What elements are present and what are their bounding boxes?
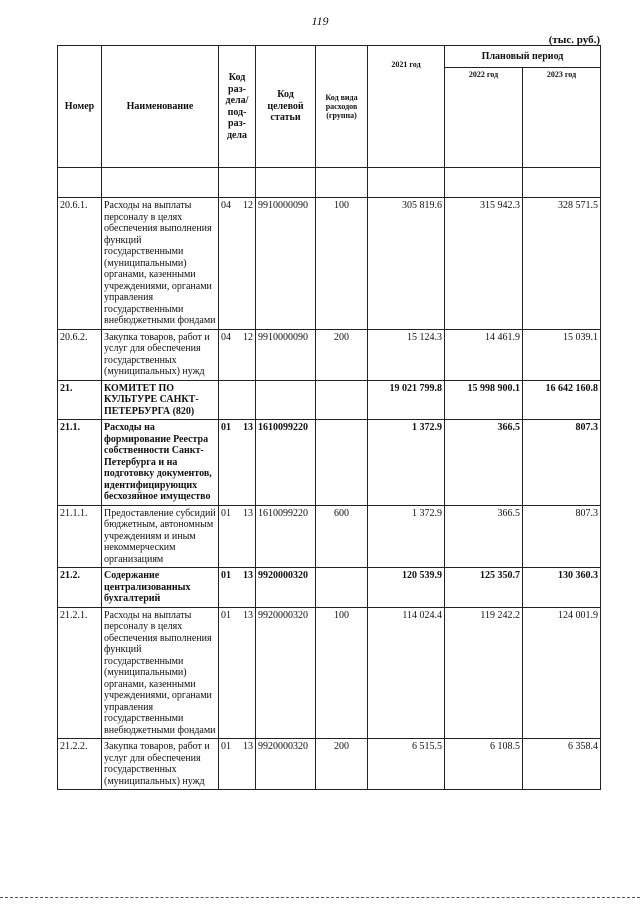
table-row	[58, 329, 601, 380]
row-section: 01 13	[219, 607, 256, 739]
row-2022: 6 108.5	[445, 739, 523, 790]
row-number: 21.1.	[58, 420, 102, 506]
row-number: 21.	[58, 380, 102, 420]
page-number: 119	[311, 14, 329, 28]
row-target: 9910000090	[256, 329, 316, 380]
row-expense: 100	[316, 198, 368, 330]
row-number: 20.6.1.	[58, 198, 102, 330]
budget-table	[57, 45, 601, 790]
row-number: 21.2.	[58, 568, 102, 608]
row-section: 04 12	[219, 198, 256, 330]
row-name: Закупка товаров, работ и услуг для обеспечения государственных (муниципальных) нужд	[102, 329, 219, 380]
row-name: Закупка товаров, работ и услуг для обеспечения государственных (муниципальных) нужд	[102, 739, 219, 790]
row-expense: 200	[316, 329, 368, 380]
row-2023: 16 642 160.8	[523, 380, 601, 420]
row-2023: 130 360.3	[523, 568, 601, 608]
row-name: Содержание централизованных бухгалтерий	[102, 568, 219, 608]
row-number: 21.2.1.	[58, 607, 102, 739]
row-target: 9920000320	[256, 739, 316, 790]
row-section: 01 13	[219, 739, 256, 790]
row-target: 9920000320	[256, 568, 316, 608]
row-2022: 14 461.9	[445, 329, 523, 380]
header-2023: 2023 год	[523, 68, 601, 168]
row-section: 04 12	[219, 329, 256, 380]
header-planned: Плановый период	[445, 46, 601, 68]
row-2023: 328 571.5	[523, 198, 601, 330]
row-2023: 124 001.9	[523, 607, 601, 739]
row-2021: 6 515.5	[368, 739, 445, 790]
header-expense: Код вида расходов (группа)	[316, 46, 368, 168]
row-target: 9920000320	[256, 607, 316, 739]
row-number: 20.6.2.	[58, 329, 102, 380]
bottom-rule	[0, 897, 640, 898]
table-row	[58, 505, 601, 568]
row-target	[256, 380, 316, 420]
table-row	[58, 380, 601, 420]
row-2021: 1 372.9	[368, 505, 445, 568]
row-name: Расходы на выплаты персоналу в целях обеспечения выполнения функций государственными (муниципальными) органами, казенными учреждениями, органами управления государственными внебюджетными фондами	[102, 607, 219, 739]
row-number: 21.1.1.	[58, 505, 102, 568]
row-section	[219, 380, 256, 420]
row-2021: 114 024.4	[368, 607, 445, 739]
row-expense	[316, 420, 368, 506]
header-name: Наименование	[102, 46, 219, 168]
row-2022: 15 998 900.1	[445, 380, 523, 420]
row-target: 1610099220	[256, 420, 316, 506]
row-2022: 366.5	[445, 420, 523, 506]
row-expense	[316, 568, 368, 608]
row-2023: 807.3	[523, 505, 601, 568]
row-2023: 807.3	[523, 420, 601, 506]
row-2023: 15 039.1	[523, 329, 601, 380]
row-expense	[316, 380, 368, 420]
row-section: 01 13	[219, 505, 256, 568]
row-2022: 125 350.7	[445, 568, 523, 608]
row-2023: 6 358.4	[523, 739, 601, 790]
row-2022: 315 942.3	[445, 198, 523, 330]
row-name: Расходы на формирование Реестра собственности Санкт-Петербурга и на подготовку документов, идентифицирующих бесхозяйное имущество	[102, 420, 219, 506]
header-section: Код раз-дела/ под-раз-дела	[219, 46, 256, 168]
row-section: 01 13	[219, 568, 256, 608]
row-2022: 366.5	[445, 505, 523, 568]
row-2021: 1 372.9	[368, 420, 445, 506]
row-target: 1610099220	[256, 505, 316, 568]
row-2022: 119 242.2	[445, 607, 523, 739]
table-row	[58, 198, 601, 330]
row-name: КОМИТЕТ ПО КУЛЬТУРЕ САНКТ-ПЕТЕРБУРГА (820)	[102, 380, 219, 420]
row-2021: 15 124.3	[368, 329, 445, 380]
row-number: 21.2.2.	[58, 739, 102, 790]
row-2021: 305 819.6	[368, 198, 445, 330]
header-target: Код целевой статьи	[256, 46, 316, 168]
table-row	[58, 420, 601, 506]
header-number: Номер	[58, 46, 102, 168]
row-expense: 600	[316, 505, 368, 568]
header-2022: 2022 год	[445, 68, 523, 168]
row-expense: 100	[316, 607, 368, 739]
row-expense: 200	[316, 739, 368, 790]
units-label: (тыс. руб.)	[548, 34, 600, 46]
table-row	[58, 739, 601, 790]
row-2021: 120 539.9	[368, 568, 445, 608]
row-target: 9910000090	[256, 198, 316, 330]
table-row	[58, 607, 601, 739]
table-row	[58, 568, 601, 608]
row-2021: 19 021 799.8	[368, 380, 445, 420]
row-section: 01 13	[219, 420, 256, 506]
row-name: Предоставление субсидий бюджетным, автономным учреждениям и иным некоммерческим организациям	[102, 505, 219, 568]
row-name: Расходы на выплаты персоналу в целях обеспечения выполнения функций государственными (муниципальными) органами, казенными учреждениями, органами управления государственными внебюджетными фондами	[102, 198, 219, 330]
header-2021: 2021 год	[368, 46, 445, 168]
